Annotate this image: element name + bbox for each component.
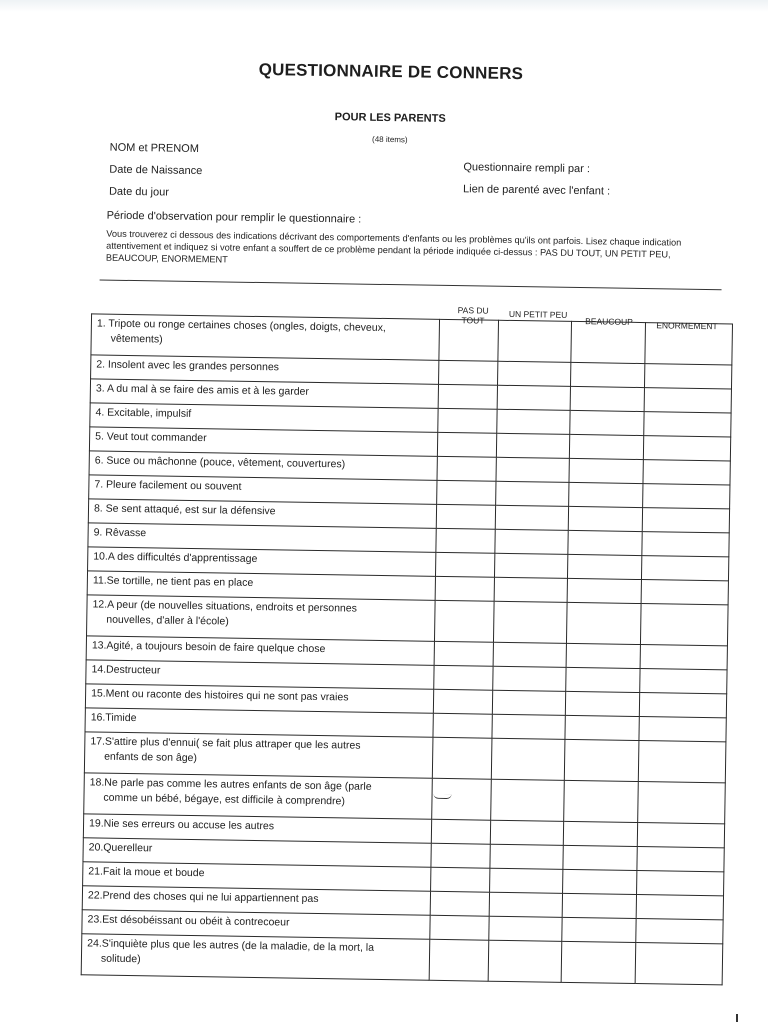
scan-artifact <box>736 1014 738 1022</box>
answer-cell-un-petit-peu[interactable] <box>491 714 565 739</box>
item-number: 13. <box>91 639 107 652</box>
questionnaire-table <box>81 313 733 985</box>
item-number: 2. <box>96 358 106 371</box>
item-text: Se sent attaqué, est sur la défensive <box>105 502 276 518</box>
answer-cell-enormement[interactable] <box>639 717 726 742</box>
answer-cell-enormement[interactable] <box>640 693 727 718</box>
answer-cell-enormement[interactable] <box>639 741 726 783</box>
answer-cell-beaucoup[interactable] <box>562 917 637 942</box>
column-header-enormement: ENORMEMENT <box>656 320 718 332</box>
answer-cell-pas-du-tout[interactable] <box>429 939 488 981</box>
answer-cell-un-petit-peu[interactable] <box>496 457 570 482</box>
item-number: 21. <box>88 865 104 878</box>
item-number: 8. <box>93 502 103 515</box>
answer-cell-pas-du-tout[interactable] <box>437 480 496 505</box>
item-number: 17. <box>90 735 106 748</box>
item-text: Insolent avec les grandes personnes <box>107 358 280 374</box>
answer-cell-pas-du-tout[interactable] <box>436 504 495 529</box>
item-label-cell <box>84 773 433 819</box>
item-number: 24. <box>87 937 102 950</box>
answer-cell-beaucoup[interactable] <box>567 578 642 603</box>
answer-cell-enormement[interactable] <box>641 604 728 646</box>
separator-line <box>100 280 722 291</box>
answer-cell-pas-du-tout[interactable] <box>430 915 489 940</box>
answer-cell-pas-du-tout[interactable] <box>435 576 494 601</box>
answer-cell-beaucoup[interactable] <box>561 941 636 983</box>
handwritten-tick-mark <box>434 794 452 799</box>
answer-cell-enormement[interactable] <box>641 645 728 670</box>
answer-cell-enormement[interactable] <box>637 871 724 896</box>
answer-cell-pas-du-tout[interactable] <box>438 432 497 457</box>
answer-cell-enormement[interactable] <box>643 508 730 533</box>
answer-cell-beaucoup[interactable] <box>567 554 642 579</box>
answer-cell-un-petit-peu[interactable] <box>494 529 568 554</box>
answer-cell-enormement[interactable] <box>636 943 723 985</box>
answer-cell-pas-du-tout[interactable] <box>439 319 498 361</box>
field-nom-prenom: NOM et PRENOM <box>109 141 200 156</box>
answer-cell-enormement[interactable] <box>642 556 729 581</box>
answer-cell-beaucoup[interactable] <box>570 362 645 387</box>
item-number: 12. <box>92 598 108 611</box>
answer-cell-pas-du-tout[interactable] <box>434 641 493 666</box>
answer-cell-pas-du-tout[interactable] <box>439 360 498 385</box>
field-date-jour: Date du jour <box>108 185 170 199</box>
answer-cell-enormement[interactable] <box>636 919 723 944</box>
answer-cell-pas-du-tout[interactable] <box>433 713 492 738</box>
item-number: 11. <box>92 574 107 587</box>
answer-cell-un-petit-peu[interactable] <box>495 481 569 506</box>
field-date-naissance: Date de Naissance <box>109 163 203 178</box>
answer-cell-pas-du-tout[interactable] <box>434 689 493 714</box>
answer-cell-beaucoup[interactable] <box>569 458 644 483</box>
answer-cell-un-petit-peu[interactable] <box>493 601 567 643</box>
item-number: 22. <box>87 889 103 902</box>
answer-cell-enormement[interactable] <box>645 364 732 389</box>
answer-cell-beaucoup[interactable] <box>563 845 638 870</box>
answer-cell-enormement[interactable] <box>643 460 730 485</box>
answer-cell-enormement[interactable] <box>645 323 732 365</box>
column-header-pas-du-tout: PAS DU TOUT <box>457 305 489 326</box>
item-text: S'inquiète plus que les autres (de la maladie, de la mort, la <box>101 937 375 954</box>
answer-cell-un-petit-peu[interactable] <box>489 892 563 917</box>
item-text: Destructeur <box>106 663 161 677</box>
item-number: 7. <box>94 478 104 491</box>
answer-cell-un-petit-peu[interactable] <box>497 361 571 386</box>
item-text: A peur (de nouvelles situations, endroits et personnes <box>107 598 358 615</box>
answer-cell-un-petit-peu[interactable] <box>496 409 570 434</box>
answer-cell-beaucoup[interactable] <box>569 434 644 459</box>
answer-cell-un-petit-peu[interactable] <box>494 553 568 578</box>
answer-cell-un-petit-peu[interactable] <box>492 666 566 691</box>
item-text-continued: vêtements) <box>110 332 163 346</box>
answer-cell-beaucoup[interactable] <box>566 602 641 644</box>
answer-cell-beaucoup[interactable] <box>563 821 638 846</box>
answer-cell-pas-du-tout[interactable] <box>430 891 489 916</box>
answer-cell-beaucoup[interactable] <box>566 643 641 668</box>
column-header-beaucoup: BEAUCOUP <box>585 316 633 327</box>
answer-cell-pas-du-tout[interactable] <box>435 600 494 642</box>
answer-cell-enormement[interactable] <box>645 388 732 413</box>
answer-cell-pas-du-tout[interactable] <box>438 408 497 433</box>
item-text: Veut tout commander <box>106 430 207 445</box>
answer-cell-pas-du-tout[interactable] <box>434 665 493 690</box>
answer-cell-un-petit-peu[interactable] <box>488 916 562 941</box>
answer-cell-un-petit-peu[interactable] <box>494 577 568 602</box>
answer-cell-enormement[interactable] <box>642 532 729 557</box>
answer-cell-pas-du-tout[interactable] <box>438 384 497 409</box>
answer-cell-pas-du-tout[interactable] <box>436 528 495 553</box>
item-text-continued: comme un bébé, bégaye, est difficile à comprendre) <box>103 791 345 808</box>
answer-cell-enormement[interactable] <box>642 580 729 605</box>
item-text: Querelleur <box>103 841 153 855</box>
answer-cell-enormement[interactable] <box>637 895 724 920</box>
item-label-cell <box>84 732 433 778</box>
column-header-un-petit-peu: UN PETIT PEU <box>508 308 568 320</box>
table-row <box>81 934 723 985</box>
item-text: Nie ses erreurs ou accuse les autres <box>103 817 275 833</box>
items-count: (48 items) <box>372 134 408 145</box>
answer-cell-un-petit-peu[interactable] <box>497 320 571 362</box>
item-text: A du mal à se faire des amis et à les garder <box>106 382 310 398</box>
answer-cell-un-petit-peu[interactable] <box>497 385 571 410</box>
item-number: 9. <box>93 526 103 539</box>
answer-cell-pas-du-tout[interactable] <box>432 737 491 779</box>
field-periode-observation: Période d'observation pour remplir le questionnaire : <box>106 209 362 226</box>
item-number: 5. <box>95 430 105 443</box>
answer-cell-enormement[interactable] <box>638 782 725 824</box>
item-text: S'attire plus d'ennui( se fait plus attraper que les autres <box>104 735 361 752</box>
item-number: 4. <box>95 406 105 419</box>
answer-cell-pas-du-tout[interactable] <box>431 843 490 868</box>
document-subtitle: POUR LES PARENTS <box>334 111 446 125</box>
answer-cell-beaucoup[interactable] <box>564 780 639 822</box>
field-lien-parente: Lien de parenté avec l'enfant : <box>462 183 611 198</box>
answer-cell-beaucoup[interactable] <box>570 410 645 435</box>
answer-cell-enormement[interactable] <box>643 484 730 509</box>
item-number: 18. <box>89 776 105 789</box>
item-text: Ne parle pas comme les autres enfants de son âge (parle <box>104 776 372 793</box>
item-number: 19. <box>88 817 104 830</box>
answer-cell-un-petit-peu[interactable] <box>495 505 569 530</box>
answer-cell-un-petit-peu[interactable] <box>492 690 566 715</box>
answer-cell-beaucoup[interactable] <box>571 321 646 363</box>
answer-cell-beaucoup[interactable] <box>566 667 641 692</box>
answer-cell-beaucoup[interactable] <box>568 506 643 531</box>
item-text: Est désobéissant ou obéit à contrecoeur <box>102 913 290 929</box>
item-text: Suce ou mâchonne (pouce, vêtement, couvertures) <box>106 454 346 471</box>
answer-cell-un-petit-peu[interactable] <box>490 779 564 821</box>
item-text: Tripote ou ronge certaines choses (ongles, doigts, cheveux, <box>108 317 386 335</box>
item-text: Se tortille, ne tient pas en place <box>106 574 254 589</box>
item-text: A des difficultés d'apprentissage <box>107 550 258 566</box>
item-number: 3. <box>95 382 105 395</box>
answer-cell-un-petit-peu[interactable] <box>490 820 564 845</box>
answer-cell-beaucoup[interactable] <box>570 386 645 411</box>
answer-cell-pas-du-tout[interactable] <box>431 819 490 844</box>
item-text: Excitable, impulsif <box>107 406 192 420</box>
answer-cell-beaucoup[interactable] <box>563 869 638 894</box>
item-text: Fait la moue et boude <box>102 865 205 880</box>
answer-cell-un-petit-peu[interactable] <box>496 433 570 458</box>
document-title: QUESTIONNAIRE DE CONNERS <box>258 59 524 84</box>
answer-cell-un-petit-peu[interactable] <box>488 940 562 982</box>
answer-cell-un-petit-peu[interactable] <box>489 868 563 893</box>
item-text: Timide <box>105 711 137 725</box>
answer-cell-un-petit-peu[interactable] <box>489 844 563 869</box>
item-text: Rêvasse <box>105 526 147 540</box>
answer-cell-pas-du-tout[interactable] <box>436 552 495 577</box>
answer-cell-beaucoup[interactable] <box>562 893 637 918</box>
answer-cell-enormement[interactable] <box>644 436 731 461</box>
item-text: Pleure facilement ou souvent <box>105 478 242 493</box>
item-text: Ment ou raconte des histoires qui ne sont pas vraies <box>105 687 349 704</box>
item-number: 6. <box>94 454 104 467</box>
item-number: 23. <box>87 913 103 926</box>
answer-cell-pas-du-tout[interactable] <box>432 778 491 820</box>
item-text-continued: enfants de son âge) <box>104 750 198 765</box>
answer-cell-un-petit-peu[interactable] <box>493 642 567 667</box>
answer-cell-beaucoup[interactable] <box>565 691 640 716</box>
answer-cell-beaucoup[interactable] <box>564 739 639 781</box>
item-text: Agité, a toujours besoin de faire quelque chose <box>106 639 326 656</box>
answer-cell-beaucoup[interactable] <box>568 530 643 555</box>
item-number: 20. <box>88 841 104 854</box>
item-number: 1. <box>96 317 106 330</box>
item-text-continued: nouvelles, d'aller à l'école) <box>106 613 229 628</box>
answer-cell-enormement[interactable] <box>640 669 727 694</box>
answer-cell-pas-du-tout[interactable] <box>431 867 490 892</box>
item-number: 16. <box>90 711 106 724</box>
answer-cell-beaucoup[interactable] <box>569 482 644 507</box>
item-text: Prend des choses qui ne lui appartiennent pas <box>102 889 319 906</box>
item-label-cell <box>81 934 430 980</box>
item-text-continued: solitude) <box>100 952 141 966</box>
answer-cell-beaucoup[interactable] <box>565 715 640 740</box>
field-rempli-par: Questionnaire rempli par : <box>463 161 591 176</box>
answer-cell-enormement[interactable] <box>637 847 724 872</box>
item-number: 14. <box>91 663 107 676</box>
item-number: 15. <box>91 687 106 700</box>
item-label-cell <box>87 595 436 641</box>
answer-cell-enormement[interactable] <box>644 412 731 437</box>
answer-cell-un-petit-peu[interactable] <box>491 738 565 780</box>
item-number: 10. <box>93 550 108 563</box>
answer-cell-enormement[interactable] <box>638 823 725 848</box>
answer-cell-pas-du-tout[interactable] <box>437 456 496 481</box>
item-label-cell <box>91 314 440 360</box>
instructions-text: Vous trouverez ci dessous des indications décrivant des comportements d'enfants ou les problèmes qu'ils ont parfois. Lisez chaque indication attentivement et indiquez si votre enfant a souffert de ce problème pendant la période indiquée ci-dessus : PAS DU TOUT, UN PETIT PEU, BEAUCOUP, ENORMEMENT <box>105 228 682 265</box>
